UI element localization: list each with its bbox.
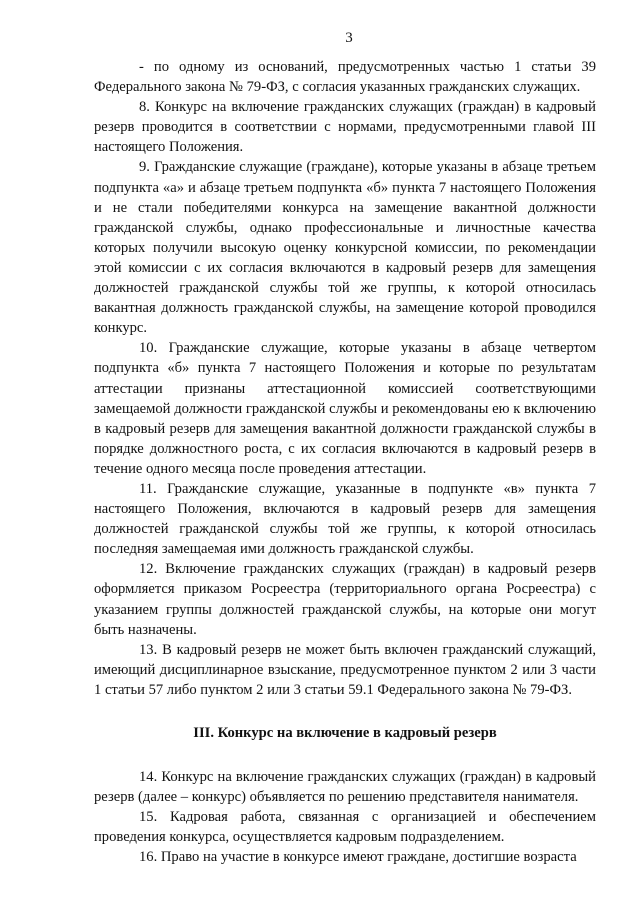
paragraph-16: 16. Право на участие в конкурсе имеют граждане, достигшие возраста xyxy=(139,849,577,866)
paragraph-continuation: - по одному из оснований, предусмотренных частью 1 статьи 39 Федерального закона № 79-ФЗ, с согласия указанных гражданских служащих. xyxy=(94,59,596,96)
paragraph-10: 10. Гражданские служащие, которые указаны в абзаце четвертом подпункта «б» пункта 7 настоящего Положения и которые по результатам аттестации признаны аттестационной комиссией соответствующими замещаемой должности гражданской службы и рекомендованы ею к включению в кадровый резерв для замещения вакантной должности гражданской службы в порядке должностного роста, с их согласия включаются в кадровый резерв в течение одного месяца после проведения аттестации. xyxy=(94,340,596,477)
section-title: III. Конкурс на включение в кадровый резерв xyxy=(193,725,497,741)
paragraph-8: 8. Конкурс на включение гражданских служащих (граждан) в кадровый резерв проводится в соответствии с нормами, предусмотренными главой III настоящего Положения. xyxy=(94,99,596,156)
paragraph-14: 14. Конкурс на включение гражданских служащих (граждан) в кадровый резерв (далее – конкурс) объявляется по решению представителя нанимателя. xyxy=(94,769,596,806)
paragraph-9: 9. Гражданские служащие (граждане), которые указаны в абзаце третьем подпункта «а» и абзаце третьем подпункта «б» пункта 7 настоящего Положения и не стали победителями конкурса на замещение вакантной должности гражданской службы, однако профессиональные и личностные качества которых получили высокую оценку конкурсной комиссии, по рекомендации этой комиссии с их согласия включаются в кадровый резерв для замещения должностей гражданской службы той же группы, к которой относилась вакантная должность гражданской службы, на замещение которой проводился конкурс. xyxy=(94,159,596,337)
paragraph-11: 11. Гражданские служащие, указанные в подпункте «в» пункта 7 настоящего Положения, включаются в кадровый резерв для замещения должностей гражданской службы той же группы, к которой относилась последняя замещаемая ими должность гражданской службы. xyxy=(94,480,596,558)
paragraph-12: 12. Включение гражданских служащих (граждан) в кадровый резерв оформляется приказом Росреестра (территориального органа Росреестра) с указанием группы должностей гражданской службы, на которые они могут быть назначены. xyxy=(94,561,596,638)
page-number: 3 xyxy=(345,30,353,46)
paragraph-15: 15. Кадровая работа, связанная с организацией и обеспечением проведения конкурса, осуществляется кадровым подразделением. xyxy=(94,809,596,846)
paragraph-13: 13. В кадровый резерв не может быть включен гражданский служащий, имеющий дисциплинарное взыскание, предусмотренное пунктом 2 или 3 части 1 статьи 57 либо пунктом 2 или 3 статьи 59.1 Федерального закона № 79-ФЗ. xyxy=(94,641,596,698)
